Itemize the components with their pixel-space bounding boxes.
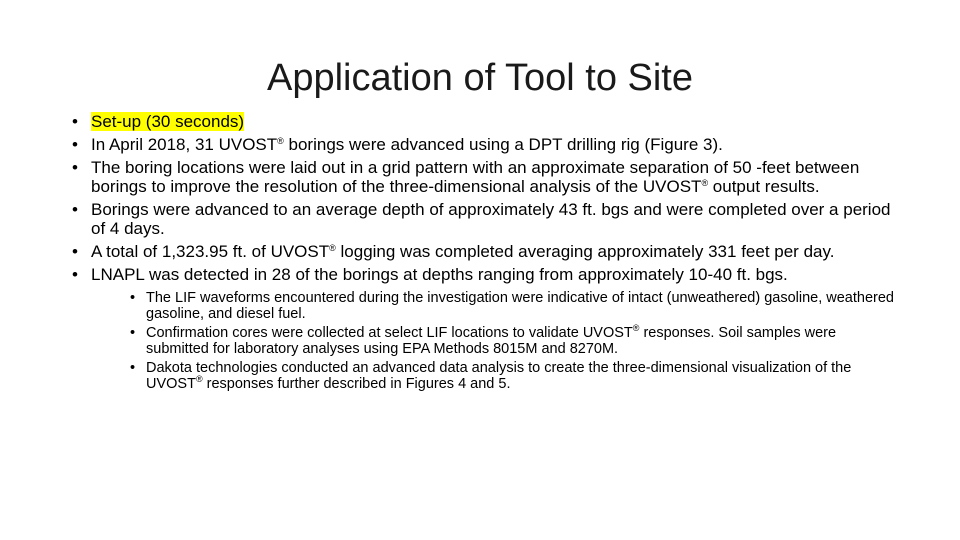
registered-mark: ® xyxy=(277,136,284,146)
bullet-text: logging was completed averaging approximately 331 feet per day. xyxy=(335,242,835,261)
bullet-text: A total of 1,323.95 ft. of UVOST xyxy=(91,242,330,261)
sub-bullet-text: Dakota technologies conducted an advanced data analysis to create the three-dimensional visualization of the UVOST xyxy=(146,360,852,392)
bullet-item-boring-locations xyxy=(72,158,902,196)
bullet-item-setup xyxy=(72,112,902,131)
sub-bullet-item-waveforms xyxy=(130,290,900,322)
registered-mark: ® xyxy=(701,178,709,188)
bullet-text: Borings were advanced to an average depth of approximately 43 ft. bgs and were completed over a period of 4 days. xyxy=(91,200,891,238)
sub-bullet-text: responses further described in Figures 4 and 5. xyxy=(202,376,511,392)
bullet-item-lnapl xyxy=(72,265,902,392)
sub-bullet-text: Confirmation cores were collected at select LIF locations to validate UVOST xyxy=(146,325,633,341)
sub-bullet-item-confirmation-cores xyxy=(130,325,900,357)
bullet-text: output results. xyxy=(708,177,820,196)
sub-bullet-text: responses. Soil samples were submitted for laboratory analyses using EPA Methods 8015M and 8270M. xyxy=(146,325,837,357)
registered-mark: ® xyxy=(632,323,640,333)
registered-mark: ® xyxy=(329,243,336,253)
bullet-item-average-depth xyxy=(72,200,902,238)
registered-mark: ® xyxy=(195,374,203,384)
bullet-text: The boring locations were laid out in a grid pattern with an approximate separation of 50 -feet between borings to improve the resolution of the three-dimensional analysis of the UVOST xyxy=(91,158,860,196)
slide-title: Application of Tool to Site xyxy=(266,57,693,99)
sub-bullet-list xyxy=(130,290,900,392)
sub-bullet-text: The LIF waveforms encountered during the investigation were indicative of intact (unweathered) gasoline, weathered gasoline, and diesel fuel. xyxy=(146,290,894,322)
bullet-item-borings-advanced xyxy=(72,135,902,154)
sub-bullet-item-data-analysis xyxy=(130,360,900,392)
bullet-list xyxy=(72,112,902,396)
bullet-item-logging-total xyxy=(72,242,902,261)
bullet-text: In April 2018, 31 UVOST xyxy=(91,135,278,154)
bullet-text: borings were advanced using a DPT drilling rig (Figure 3). xyxy=(283,135,723,154)
bullet-text: LNAPL was detected in 28 of the borings at depths ranging from approximately 10-40 ft. bgs. xyxy=(91,265,788,284)
highlighted-text: Set-up (30 seconds) xyxy=(91,112,245,131)
